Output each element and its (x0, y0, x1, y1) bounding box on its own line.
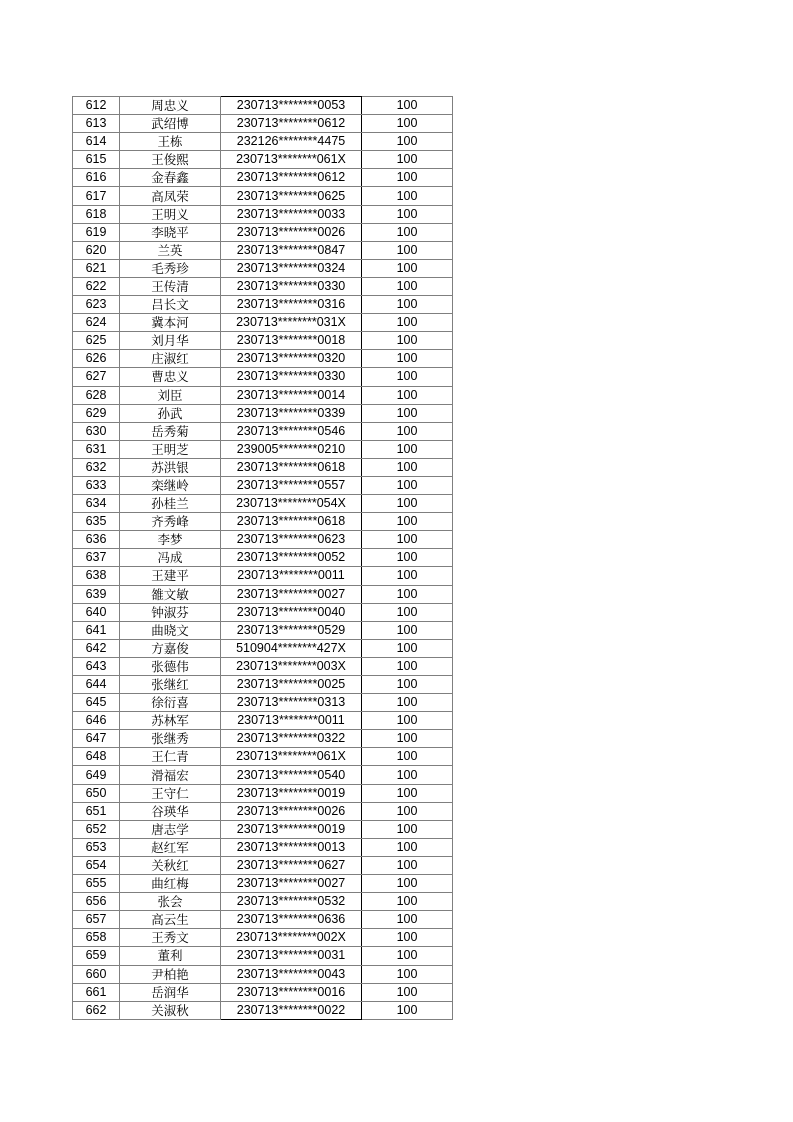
row-number-cell: 626 (73, 350, 120, 368)
score-cell: 100 (362, 476, 453, 494)
name-cell: 王仁青 (120, 748, 221, 766)
name-cell: 李晓平 (120, 223, 221, 241)
row-number-cell: 641 (73, 621, 120, 639)
score-cell: 100 (362, 241, 453, 259)
table-row (73, 350, 453, 368)
row-number-cell: 654 (73, 856, 120, 874)
row-number-cell: 625 (73, 332, 120, 350)
id-number-cell: 230713********003X (221, 657, 362, 675)
row-number-cell: 644 (73, 676, 120, 694)
table-row (73, 205, 453, 223)
score-cell: 100 (362, 513, 453, 531)
name-cell: 张会 (120, 893, 221, 911)
score-cell: 100 (362, 404, 453, 422)
table-row (73, 259, 453, 277)
table-row (73, 277, 453, 295)
id-number-cell: 230713********031X (221, 314, 362, 332)
score-cell: 100 (362, 115, 453, 133)
score-cell: 100 (362, 639, 453, 657)
id-number-cell: 230713********0322 (221, 730, 362, 748)
table-row (73, 657, 453, 675)
id-number-cell: 230713********0016 (221, 983, 362, 1001)
name-cell: 王传清 (120, 277, 221, 295)
id-number-cell: 230713********0330 (221, 277, 362, 295)
table-row (73, 766, 453, 784)
id-number-cell: 230713********0320 (221, 350, 362, 368)
name-cell: 曹忠义 (120, 368, 221, 386)
id-number-cell: 230713********0324 (221, 259, 362, 277)
score-cell: 100 (362, 585, 453, 603)
row-number-cell: 652 (73, 820, 120, 838)
name-cell: 徐衍喜 (120, 694, 221, 712)
table-row (73, 748, 453, 766)
id-number-cell: 230713********0636 (221, 911, 362, 929)
row-number-cell: 613 (73, 115, 120, 133)
table-row (73, 730, 453, 748)
table-row (73, 549, 453, 567)
table-row (73, 802, 453, 820)
score-cell: 100 (362, 983, 453, 1001)
id-number-cell: 230713********0043 (221, 965, 362, 983)
name-cell: 孙武 (120, 404, 221, 422)
row-number-cell: 645 (73, 694, 120, 712)
row-number-cell: 661 (73, 983, 120, 1001)
row-number-cell: 658 (73, 929, 120, 947)
table-row (73, 332, 453, 350)
row-number-cell: 628 (73, 386, 120, 404)
id-number-cell: 230713********0011 (221, 567, 362, 585)
score-cell: 100 (362, 838, 453, 856)
name-cell: 张德伟 (120, 657, 221, 675)
row-number-cell: 656 (73, 893, 120, 911)
name-cell: 唐志学 (120, 820, 221, 838)
id-number-cell: 230713********054X (221, 495, 362, 513)
row-number-cell: 621 (73, 259, 120, 277)
row-number-cell: 614 (73, 133, 120, 151)
row-number-cell: 659 (73, 947, 120, 965)
table-row (73, 676, 453, 694)
name-cell: 王建平 (120, 567, 221, 585)
row-number-cell: 642 (73, 639, 120, 657)
id-number-cell: 230713********0557 (221, 476, 362, 494)
id-number-cell: 230713********0022 (221, 1001, 362, 1019)
score-cell: 100 (362, 187, 453, 205)
id-number-cell: 230713********0339 (221, 404, 362, 422)
name-cell: 岳润华 (120, 983, 221, 1001)
id-number-cell: 230713********0014 (221, 386, 362, 404)
name-cell: 张继秀 (120, 730, 221, 748)
score-cell: 100 (362, 856, 453, 874)
name-cell: 关秋红 (120, 856, 221, 874)
id-number-cell: 230713********0623 (221, 531, 362, 549)
row-number-cell: 634 (73, 495, 120, 513)
table-row (73, 440, 453, 458)
score-cell: 100 (362, 820, 453, 838)
name-cell: 滑福宏 (120, 766, 221, 784)
id-number-cell: 230713********0031 (221, 947, 362, 965)
row-number-cell: 660 (73, 965, 120, 983)
row-number-cell: 623 (73, 296, 120, 314)
table-row (73, 983, 453, 1001)
id-number-cell: 230713********061X (221, 151, 362, 169)
id-number-cell: 230713********0026 (221, 802, 362, 820)
table-row (73, 223, 453, 241)
score-cell: 100 (362, 911, 453, 929)
score-cell: 100 (362, 965, 453, 983)
id-number-cell: 230713********002X (221, 929, 362, 947)
score-cell: 100 (362, 223, 453, 241)
id-number-cell: 230713********0529 (221, 621, 362, 639)
table-row (73, 838, 453, 856)
score-cell: 100 (362, 712, 453, 730)
table-row (73, 495, 453, 513)
row-number-cell: 647 (73, 730, 120, 748)
name-cell: 刘臣 (120, 386, 221, 404)
name-cell: 栾继岭 (120, 476, 221, 494)
name-cell: 方嘉俊 (120, 639, 221, 657)
table-row (73, 513, 453, 531)
row-number-cell: 643 (73, 657, 120, 675)
id-number-cell: 230713********0316 (221, 296, 362, 314)
table-row (73, 476, 453, 494)
score-cell: 100 (362, 277, 453, 295)
id-number-cell: 230713********0025 (221, 676, 362, 694)
row-number-cell: 633 (73, 476, 120, 494)
name-cell: 庄淑红 (120, 350, 221, 368)
score-cell: 100 (362, 766, 453, 784)
row-number-cell: 655 (73, 875, 120, 893)
score-cell: 100 (362, 350, 453, 368)
row-number-cell: 662 (73, 1001, 120, 1019)
id-number-cell: 230713********0011 (221, 712, 362, 730)
row-number-cell: 657 (73, 911, 120, 929)
table-row (73, 458, 453, 476)
name-cell: 王明义 (120, 205, 221, 223)
id-number-cell: 230713********0027 (221, 585, 362, 603)
name-cell: 董利 (120, 947, 221, 965)
score-cell: 100 (362, 730, 453, 748)
id-number-cell: 230713********0013 (221, 838, 362, 856)
name-cell: 吕长文 (120, 296, 221, 314)
score-cell: 100 (362, 386, 453, 404)
table-row (73, 133, 453, 151)
score-cell: 100 (362, 549, 453, 567)
id-number-cell: 230713********0027 (221, 875, 362, 893)
score-cell: 100 (362, 1001, 453, 1019)
row-number-cell: 648 (73, 748, 120, 766)
table-row (73, 893, 453, 911)
id-number-cell: 230713********0019 (221, 784, 362, 802)
table-row (73, 621, 453, 639)
score-cell: 100 (362, 893, 453, 911)
row-number-cell: 617 (73, 187, 120, 205)
row-number-cell: 649 (73, 766, 120, 784)
id-number-cell: 230713********0618 (221, 513, 362, 531)
score-cell: 100 (362, 314, 453, 332)
table-row (73, 422, 453, 440)
name-cell: 李梦 (120, 531, 221, 549)
name-cell: 苏林军 (120, 712, 221, 730)
table-row (73, 531, 453, 549)
score-cell: 100 (362, 495, 453, 513)
score-cell: 100 (362, 676, 453, 694)
name-cell: 兰英 (120, 241, 221, 259)
table-row (73, 151, 453, 169)
row-number-cell: 632 (73, 458, 120, 476)
name-cell: 谷瑛华 (120, 802, 221, 820)
score-cell: 100 (362, 368, 453, 386)
table-row (73, 639, 453, 657)
id-number-cell: 230713********0019 (221, 820, 362, 838)
score-cell: 100 (362, 97, 453, 115)
name-cell: 王明芝 (120, 440, 221, 458)
table-row (73, 169, 453, 187)
id-number-cell: 230713********0546 (221, 422, 362, 440)
row-number-cell: 630 (73, 422, 120, 440)
id-number-cell: 230713********0612 (221, 169, 362, 187)
name-cell: 王秀文 (120, 929, 221, 947)
name-cell: 王俊熙 (120, 151, 221, 169)
name-cell: 齐秀峰 (120, 513, 221, 531)
id-number-cell: 230713********0847 (221, 241, 362, 259)
name-cell: 武绍博 (120, 115, 221, 133)
row-number-cell: 636 (73, 531, 120, 549)
row-number-cell: 650 (73, 784, 120, 802)
id-number-cell: 232126********4475 (221, 133, 362, 151)
name-cell: 王栋 (120, 133, 221, 151)
table-row (73, 97, 453, 115)
name-cell: 孙桂兰 (120, 495, 221, 513)
row-number-cell: 624 (73, 314, 120, 332)
id-number-cell: 230713********0627 (221, 856, 362, 874)
name-cell: 曲晓文 (120, 621, 221, 639)
id-number-cell: 230713********0330 (221, 368, 362, 386)
score-cell: 100 (362, 332, 453, 350)
record-table-body (73, 97, 453, 1020)
name-cell: 冯成 (120, 549, 221, 567)
row-number-cell: 620 (73, 241, 120, 259)
row-number-cell: 616 (73, 169, 120, 187)
name-cell: 钟淑芬 (120, 603, 221, 621)
table-row (73, 404, 453, 422)
row-number-cell: 631 (73, 440, 120, 458)
table-row (73, 115, 453, 133)
table-row (73, 241, 453, 259)
score-cell: 100 (362, 531, 453, 549)
id-number-cell: 230713********0313 (221, 694, 362, 712)
row-number-cell: 646 (73, 712, 120, 730)
score-cell: 100 (362, 947, 453, 965)
id-number-cell: 230713********0040 (221, 603, 362, 621)
table-row (73, 929, 453, 947)
id-number-cell: 230713********0026 (221, 223, 362, 241)
score-cell: 100 (362, 657, 453, 675)
id-number-cell: 230713********0612 (221, 115, 362, 133)
name-cell: 尹柏艳 (120, 965, 221, 983)
row-number-cell: 612 (73, 97, 120, 115)
table-row (73, 368, 453, 386)
table-row (73, 694, 453, 712)
id-number-cell: 230713********0018 (221, 332, 362, 350)
row-number-cell: 653 (73, 838, 120, 856)
table-row (73, 875, 453, 893)
row-number-cell: 638 (73, 567, 120, 585)
id-number-cell: 230713********0053 (221, 97, 362, 115)
table-row (73, 585, 453, 603)
name-cell: 苏洪银 (120, 458, 221, 476)
table-row (73, 911, 453, 929)
name-cell: 王守仁 (120, 784, 221, 802)
name-cell: 赵红军 (120, 838, 221, 856)
id-number-cell: 230713********0618 (221, 458, 362, 476)
table-row (73, 947, 453, 965)
score-cell: 100 (362, 169, 453, 187)
id-number-cell: 230713********0532 (221, 893, 362, 911)
row-number-cell: 635 (73, 513, 120, 531)
score-cell: 100 (362, 458, 453, 476)
score-cell: 100 (362, 694, 453, 712)
score-cell: 100 (362, 440, 453, 458)
table-row (73, 567, 453, 585)
name-cell: 周忠义 (120, 97, 221, 115)
score-cell: 100 (362, 748, 453, 766)
score-cell: 100 (362, 133, 453, 151)
row-number-cell: 629 (73, 404, 120, 422)
row-number-cell: 639 (73, 585, 120, 603)
table-row (73, 712, 453, 730)
table-row (73, 965, 453, 983)
row-number-cell: 618 (73, 205, 120, 223)
name-cell: 张继红 (120, 676, 221, 694)
score-cell: 100 (362, 784, 453, 802)
score-cell: 100 (362, 567, 453, 585)
id-number-cell: 230713********0540 (221, 766, 362, 784)
row-number-cell: 651 (73, 802, 120, 820)
name-cell: 曲红梅 (120, 875, 221, 893)
id-number-cell: 230713********0033 (221, 205, 362, 223)
row-number-cell: 637 (73, 549, 120, 567)
score-cell: 100 (362, 259, 453, 277)
id-number-cell: 230713********061X (221, 748, 362, 766)
name-cell: 冀本河 (120, 314, 221, 332)
id-number-cell: 510904********427X (221, 639, 362, 657)
table-row (73, 820, 453, 838)
row-number-cell: 622 (73, 277, 120, 295)
table-row (73, 1001, 453, 1019)
id-number-cell: 239005********0210 (221, 440, 362, 458)
name-cell: 刘月华 (120, 332, 221, 350)
name-cell: 金春鑫 (120, 169, 221, 187)
table-row (73, 187, 453, 205)
name-cell: 毛秀珍 (120, 259, 221, 277)
table-row (73, 296, 453, 314)
score-cell: 100 (362, 205, 453, 223)
score-cell: 100 (362, 422, 453, 440)
row-number-cell: 619 (73, 223, 120, 241)
score-cell: 100 (362, 875, 453, 893)
table-row (73, 386, 453, 404)
score-cell: 100 (362, 802, 453, 820)
table-row (73, 603, 453, 621)
record-table (72, 96, 453, 1020)
row-number-cell: 627 (73, 368, 120, 386)
score-cell: 100 (362, 151, 453, 169)
id-number-cell: 230713********0625 (221, 187, 362, 205)
row-number-cell: 640 (73, 603, 120, 621)
row-number-cell: 615 (73, 151, 120, 169)
name-cell: 雒文敏 (120, 585, 221, 603)
table-row (73, 856, 453, 874)
name-cell: 高凤荣 (120, 187, 221, 205)
table-row (73, 784, 453, 802)
name-cell: 岳秀菊 (120, 422, 221, 440)
table-row (73, 314, 453, 332)
id-number-cell: 230713********0052 (221, 549, 362, 567)
score-cell: 100 (362, 929, 453, 947)
score-cell: 100 (362, 603, 453, 621)
name-cell: 关淑秋 (120, 1001, 221, 1019)
score-cell: 100 (362, 296, 453, 314)
name-cell: 高云生 (120, 911, 221, 929)
score-cell: 100 (362, 621, 453, 639)
